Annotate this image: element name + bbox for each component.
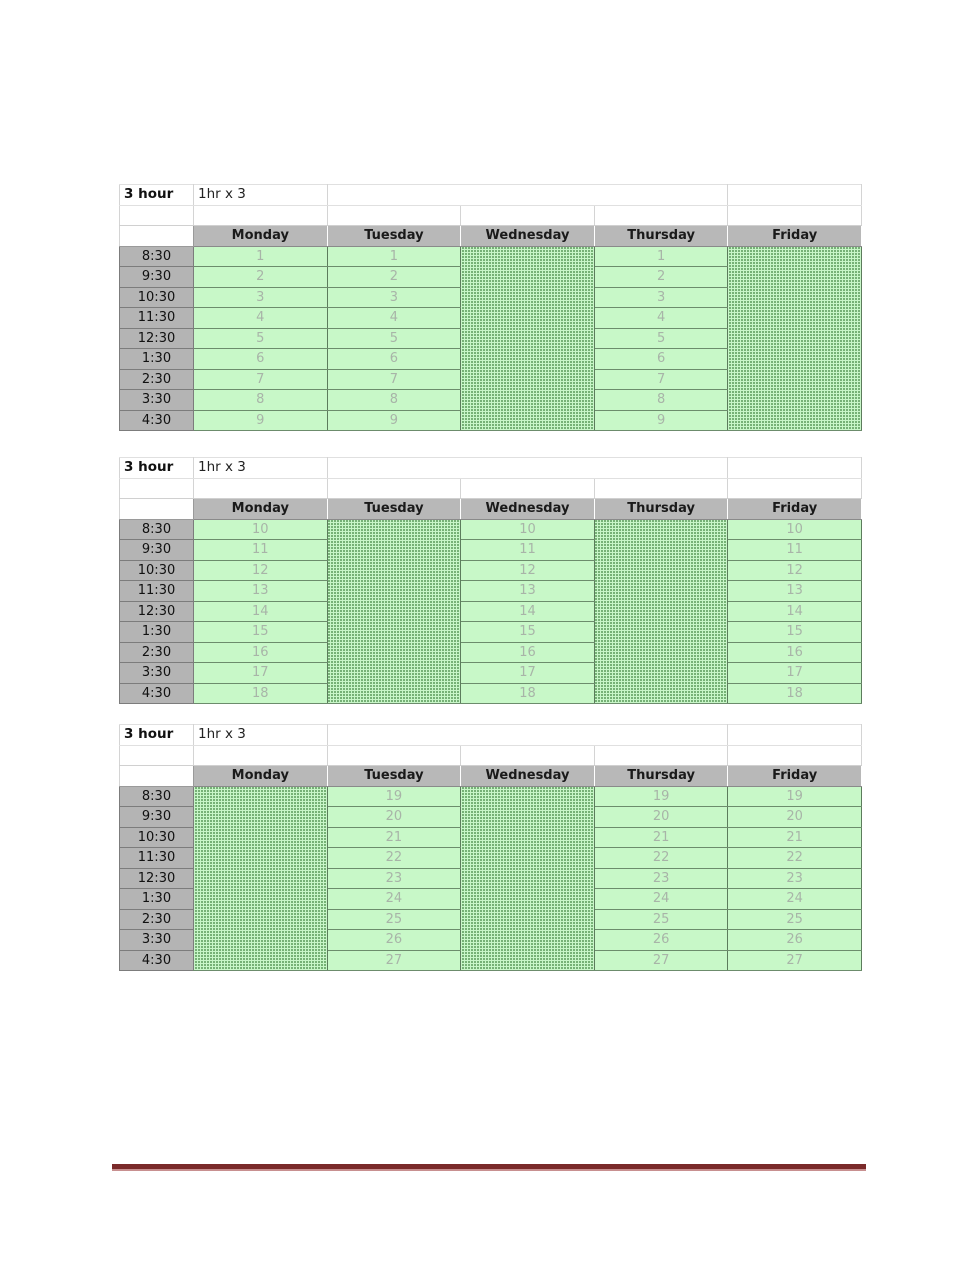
time-label: 12:30 xyxy=(120,328,194,349)
session-number: 3 xyxy=(594,287,728,308)
session-number: 16 xyxy=(461,642,595,663)
time-row xyxy=(120,246,862,267)
time-label: 8:30 xyxy=(120,786,194,807)
time-label: 1:30 xyxy=(120,889,194,910)
session-number: 4 xyxy=(327,308,461,329)
session-number: 9 xyxy=(594,410,728,431)
time-label: 4:30 xyxy=(120,950,194,971)
session-number: 19 xyxy=(594,786,728,807)
session-number: 23 xyxy=(594,868,728,889)
time-label: 10:30 xyxy=(120,560,194,581)
blocked-day-column xyxy=(461,246,595,431)
day-header-thursday: Thursday xyxy=(594,499,728,520)
session-number: 20 xyxy=(728,807,862,828)
day-header-friday: Friday xyxy=(728,766,862,787)
schedule-table-3 xyxy=(119,724,862,971)
day-header-friday: Friday xyxy=(728,226,862,247)
session-number: 12 xyxy=(461,560,595,581)
session-number: 5 xyxy=(594,328,728,349)
header-corner xyxy=(120,766,194,787)
session-number: 27 xyxy=(594,950,728,971)
session-number: 12 xyxy=(194,560,328,581)
time-row xyxy=(120,581,862,602)
session-number: 1 xyxy=(327,246,461,267)
empty-cell xyxy=(461,478,595,499)
session-number: 15 xyxy=(194,622,328,643)
time-label: 11:30 xyxy=(120,848,194,869)
time-row xyxy=(120,786,862,807)
session-number: 7 xyxy=(594,369,728,390)
day-header-wednesday: Wednesday xyxy=(461,766,595,787)
session-number: 7 xyxy=(194,369,328,390)
empty-cell xyxy=(194,745,328,766)
day-header-tuesday: Tuesday xyxy=(327,226,461,247)
session-number: 20 xyxy=(327,807,461,828)
session-number: 14 xyxy=(728,601,862,622)
session-number: 11 xyxy=(461,540,595,561)
session-number: 15 xyxy=(728,622,862,643)
empty-cell xyxy=(728,478,862,499)
day-header-wednesday: Wednesday xyxy=(461,226,595,247)
session-number: 9 xyxy=(327,410,461,431)
time-row xyxy=(120,663,862,684)
session-number: 18 xyxy=(728,683,862,704)
session-number: 23 xyxy=(327,868,461,889)
session-number: 7 xyxy=(327,369,461,390)
session-number: 18 xyxy=(194,683,328,704)
session-number: 5 xyxy=(194,328,328,349)
empty-cell xyxy=(120,478,194,499)
time-label: 8:30 xyxy=(120,246,194,267)
session-number: 24 xyxy=(327,889,461,910)
session-number: 21 xyxy=(594,827,728,848)
session-number: 6 xyxy=(327,349,461,370)
session-number: 4 xyxy=(194,308,328,329)
time-label: 2:30 xyxy=(120,369,194,390)
time-row xyxy=(120,683,862,704)
time-row xyxy=(120,642,862,663)
session-number: 26 xyxy=(728,930,862,951)
header-corner xyxy=(120,499,194,520)
session-number: 5 xyxy=(327,328,461,349)
time-label: 12:30 xyxy=(120,868,194,889)
time-label: 4:30 xyxy=(120,410,194,431)
day-header-thursday: Thursday xyxy=(594,226,728,247)
time-label: 9:30 xyxy=(120,540,194,561)
empty-cell xyxy=(120,745,194,766)
time-label: 1:30 xyxy=(120,349,194,370)
day-header-friday: Friday xyxy=(728,499,862,520)
session-number: 22 xyxy=(728,848,862,869)
session-number: 1 xyxy=(194,246,328,267)
session-number: 19 xyxy=(728,786,862,807)
session-number: 2 xyxy=(594,267,728,288)
empty-cell xyxy=(327,725,728,746)
empty-cell xyxy=(728,745,862,766)
session-number: 8 xyxy=(594,390,728,411)
session-number: 17 xyxy=(194,663,328,684)
time-label: 10:30 xyxy=(120,287,194,308)
session-number: 8 xyxy=(194,390,328,411)
session-number: 25 xyxy=(327,909,461,930)
session-number: 11 xyxy=(194,540,328,561)
table-subtitle: 1hr x 3 xyxy=(194,725,328,746)
session-number: 10 xyxy=(194,519,328,540)
day-header-tuesday: Tuesday xyxy=(327,766,461,787)
session-number: 24 xyxy=(594,889,728,910)
session-number: 3 xyxy=(327,287,461,308)
session-number: 24 xyxy=(728,889,862,910)
blocked-day-column xyxy=(461,786,595,971)
empty-cell xyxy=(194,478,328,499)
session-number: 19 xyxy=(327,786,461,807)
blocked-day-column xyxy=(194,786,328,971)
empty-cell xyxy=(327,478,461,499)
empty-cell xyxy=(594,745,728,766)
day-header-monday: Monday xyxy=(194,499,328,520)
empty-cell xyxy=(194,205,328,226)
session-number: 17 xyxy=(728,663,862,684)
time-label: 2:30 xyxy=(120,909,194,930)
empty-cell xyxy=(728,458,862,479)
day-header-tuesday: Tuesday xyxy=(327,499,461,520)
session-number: 18 xyxy=(461,683,595,704)
session-number: 14 xyxy=(194,601,328,622)
session-number: 13 xyxy=(728,581,862,602)
session-number: 21 xyxy=(327,827,461,848)
session-number: 10 xyxy=(728,519,862,540)
time-label: 12:30 xyxy=(120,601,194,622)
session-number: 17 xyxy=(461,663,595,684)
time-row xyxy=(120,560,862,581)
session-number: 10 xyxy=(461,519,595,540)
session-number: 21 xyxy=(728,827,862,848)
session-number: 13 xyxy=(194,581,328,602)
session-number: 1 xyxy=(594,246,728,267)
schedule-table-1 xyxy=(119,184,862,431)
session-number: 9 xyxy=(194,410,328,431)
session-number: 4 xyxy=(594,308,728,329)
session-number: 6 xyxy=(594,349,728,370)
time-label: 3:30 xyxy=(120,663,194,684)
session-number: 3 xyxy=(194,287,328,308)
time-label: 11:30 xyxy=(120,308,194,329)
session-number: 25 xyxy=(594,909,728,930)
table-subtitle: 1hr x 3 xyxy=(194,458,328,479)
session-number: 16 xyxy=(194,642,328,663)
empty-cell xyxy=(594,478,728,499)
empty-cell xyxy=(327,745,461,766)
session-number: 26 xyxy=(594,930,728,951)
blocked-day-column xyxy=(594,519,728,704)
empty-cell xyxy=(461,205,595,226)
empty-cell xyxy=(327,458,728,479)
blocked-day-column xyxy=(728,246,862,431)
time-row xyxy=(120,540,862,561)
session-number: 25 xyxy=(728,909,862,930)
empty-cell xyxy=(594,205,728,226)
time-row xyxy=(120,519,862,540)
table-subtitle: 1hr x 3 xyxy=(194,185,328,206)
day-header-thursday: Thursday xyxy=(594,766,728,787)
time-label: 9:30 xyxy=(120,267,194,288)
session-number: 23 xyxy=(728,868,862,889)
session-number: 8 xyxy=(327,390,461,411)
time-label: 11:30 xyxy=(120,581,194,602)
time-label: 10:30 xyxy=(120,827,194,848)
time-label: 1:30 xyxy=(120,622,194,643)
footer-rule xyxy=(112,1164,866,1171)
time-label: 3:30 xyxy=(120,930,194,951)
empty-cell xyxy=(327,205,461,226)
blocked-day-column xyxy=(327,519,461,704)
session-number: 14 xyxy=(461,601,595,622)
empty-cell xyxy=(120,205,194,226)
session-number: 27 xyxy=(327,950,461,971)
table-title: 3 hour xyxy=(120,458,194,479)
time-row xyxy=(120,622,862,643)
session-number: 22 xyxy=(327,848,461,869)
time-label: 8:30 xyxy=(120,519,194,540)
table-title: 3 hour xyxy=(120,725,194,746)
session-number: 2 xyxy=(327,267,461,288)
day-header-wednesday: Wednesday xyxy=(461,499,595,520)
time-label: 9:30 xyxy=(120,807,194,828)
day-header-monday: Monday xyxy=(194,766,328,787)
session-number: 26 xyxy=(327,930,461,951)
session-number: 11 xyxy=(728,540,862,561)
session-number: 2 xyxy=(194,267,328,288)
empty-cell xyxy=(327,185,728,206)
session-number: 16 xyxy=(728,642,862,663)
empty-cell xyxy=(728,185,862,206)
time-row xyxy=(120,601,862,622)
empty-cell xyxy=(461,745,595,766)
time-label: 2:30 xyxy=(120,642,194,663)
session-number: 15 xyxy=(461,622,595,643)
empty-cell xyxy=(728,205,862,226)
session-number: 20 xyxy=(594,807,728,828)
empty-cell xyxy=(728,725,862,746)
time-label: 3:30 xyxy=(120,390,194,411)
time-label: 4:30 xyxy=(120,683,194,704)
table-title: 3 hour xyxy=(120,185,194,206)
session-number: 13 xyxy=(461,581,595,602)
session-number: 12 xyxy=(728,560,862,581)
session-number: 6 xyxy=(194,349,328,370)
header-corner xyxy=(120,226,194,247)
schedule-table-2 xyxy=(119,457,862,704)
session-number: 27 xyxy=(728,950,862,971)
session-number: 22 xyxy=(594,848,728,869)
day-header-monday: Monday xyxy=(194,226,328,247)
